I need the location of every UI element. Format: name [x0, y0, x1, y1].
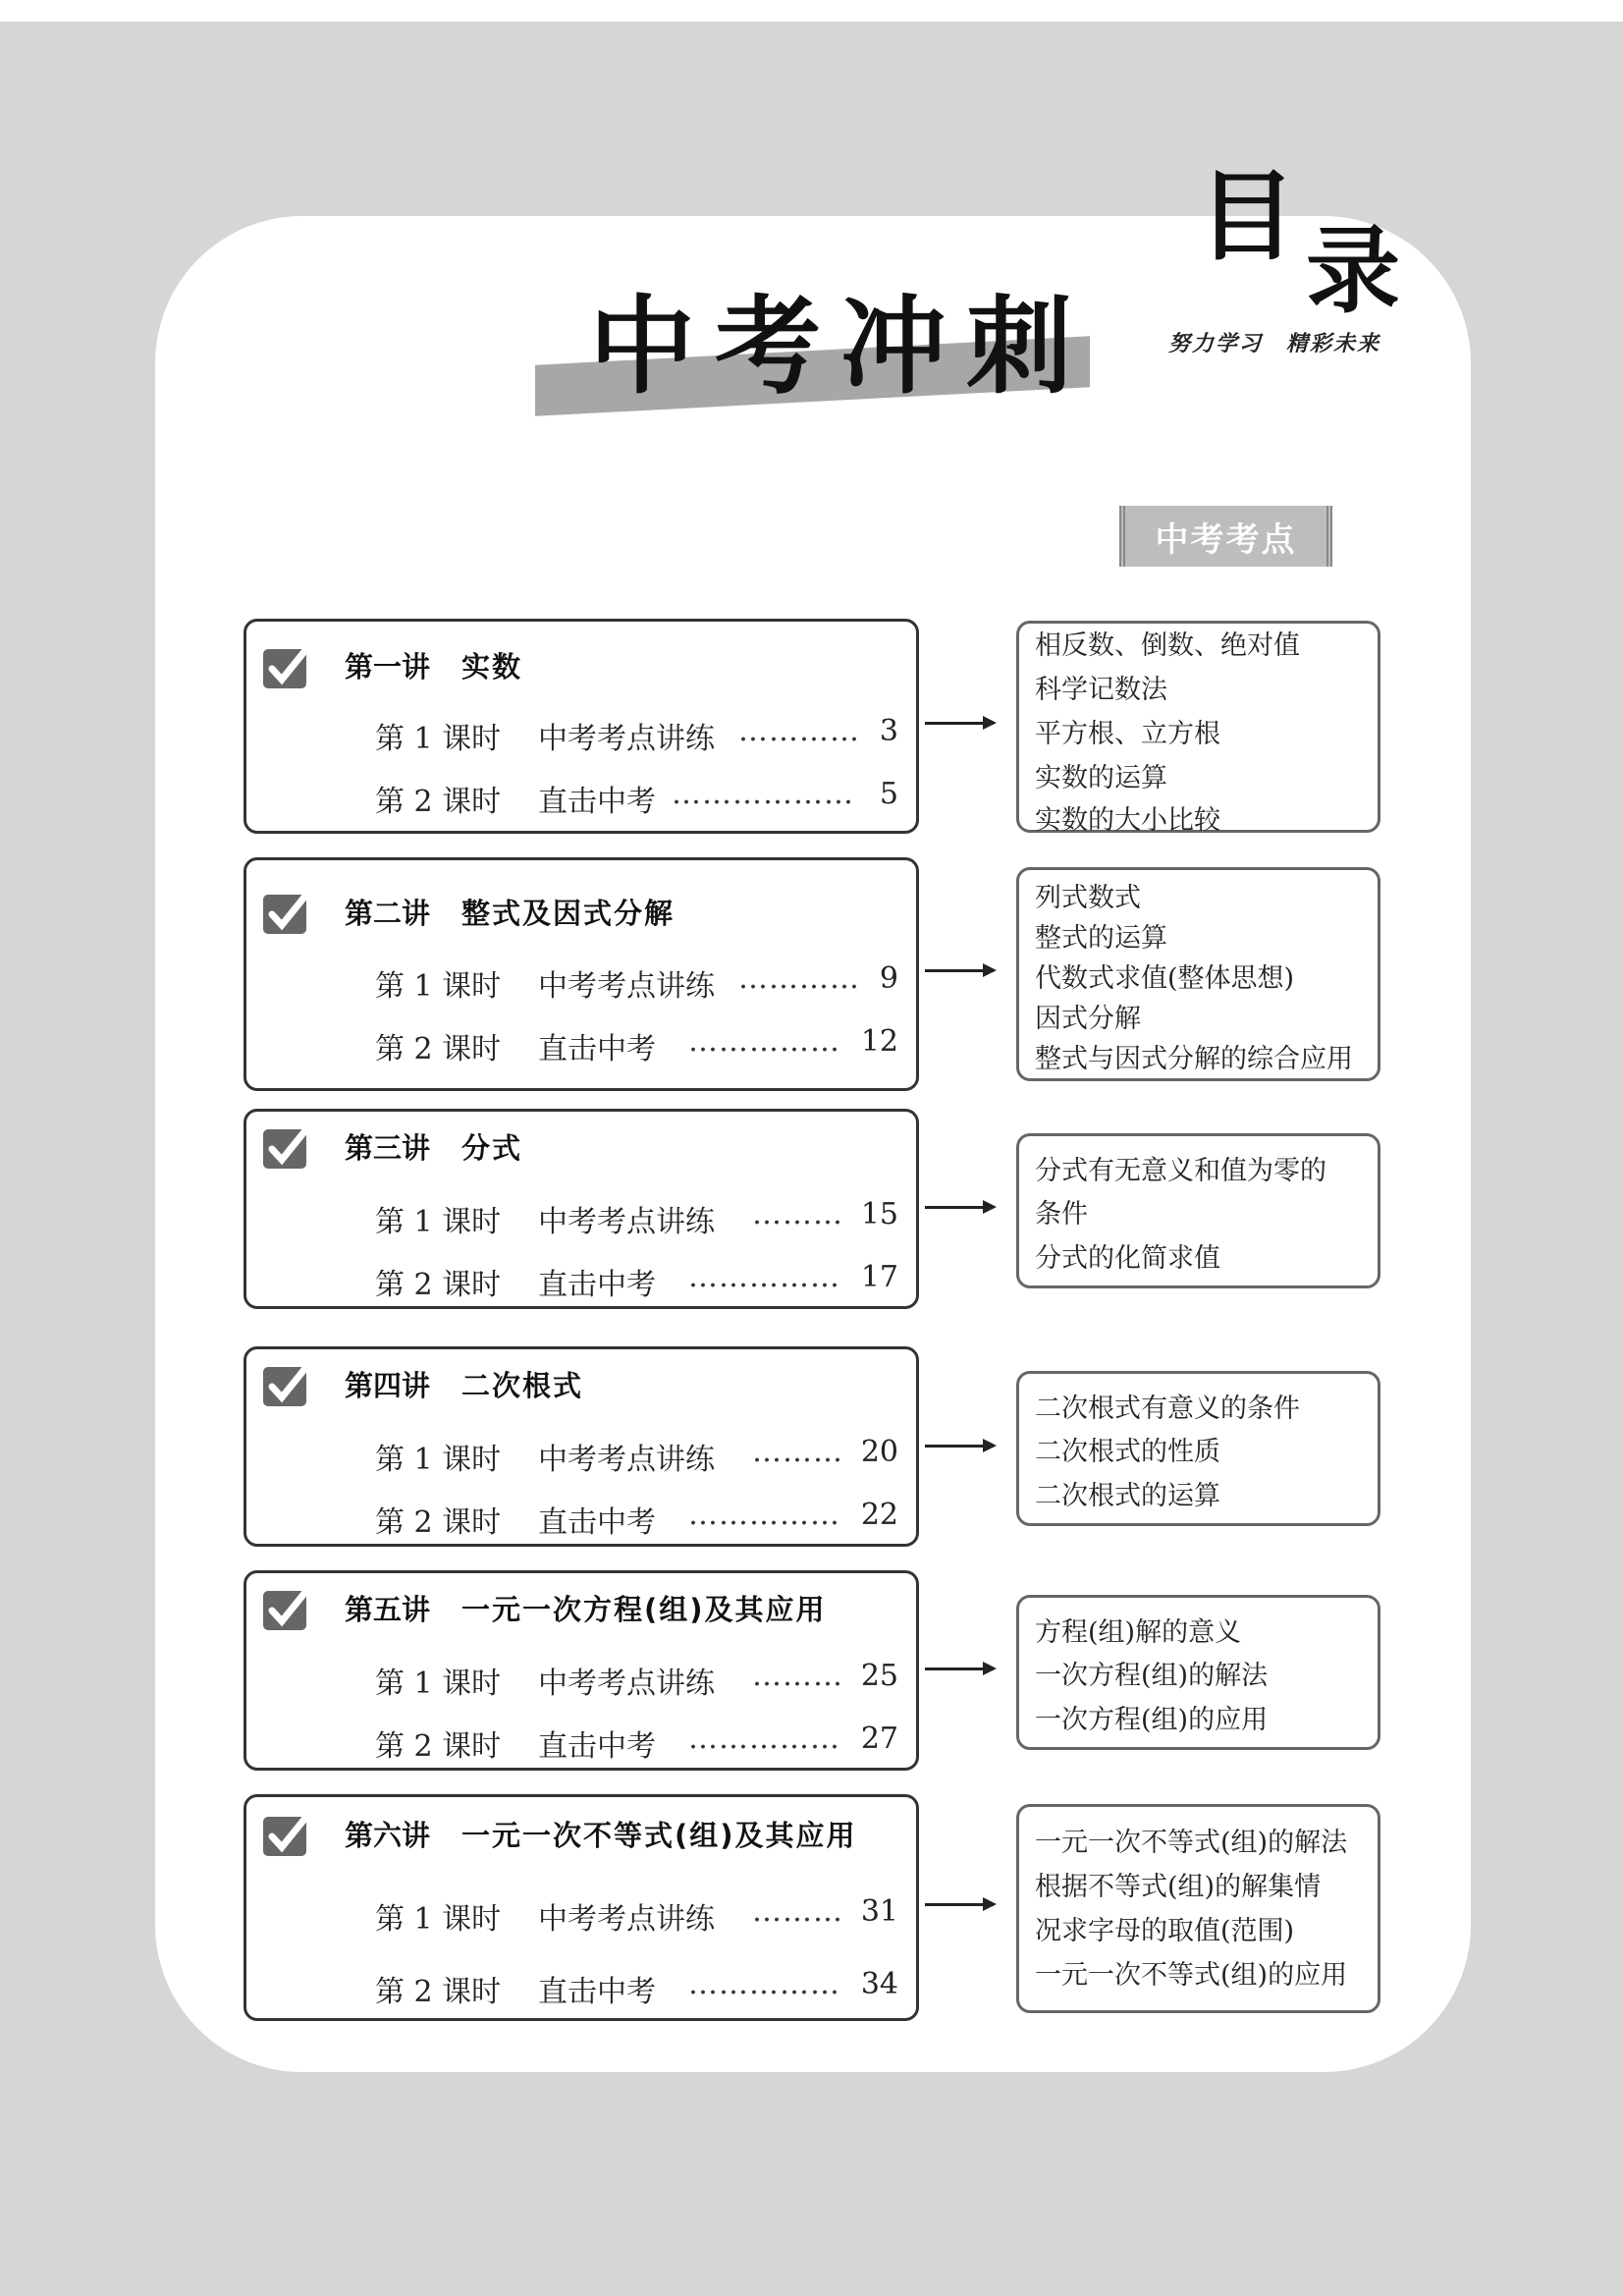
leader-dots: ………… — [738, 961, 860, 996]
session-topic: 直击中考 — [538, 1032, 656, 1066]
point-item: 实数的运算 — [1035, 763, 1167, 793]
session-label: 第 2 课时 — [375, 1505, 502, 1540]
session-label: 第 1 课时 — [375, 1902, 502, 1937]
leader-dots: ……………… — [672, 777, 854, 811]
session-label: 第 1 课时 — [375, 1667, 502, 1701]
point-item: 根据不等式(组)的解集情 — [1035, 1872, 1322, 1902]
leader-dots: ……… — [752, 1894, 843, 1929]
lecture-number: 第五讲 — [345, 1593, 431, 1626]
point-item: 列式数式 — [1035, 883, 1141, 913]
session-row[interactable] — [375, 1260, 898, 1303]
point-item: 一元一次不等式(组)的应用 — [1035, 1960, 1348, 1991]
arrow-icon — [925, 1445, 994, 1448]
page-number: 3 — [879, 714, 898, 748]
session-row[interactable] — [375, 1894, 898, 1938]
leader-dots: …………… — [688, 1722, 840, 1756]
session-label: 第 2 课时 — [375, 1032, 502, 1066]
points-box-4 — [1016, 1371, 1380, 1526]
leader-dots: …………… — [688, 1498, 840, 1532]
session-topic: 直击中考 — [538, 1975, 656, 2009]
checkbox-icon — [263, 1129, 306, 1169]
lecture-heading — [345, 1588, 827, 1628]
point-item: 方程(组)解的意义 — [1035, 1617, 1242, 1648]
session-row[interactable] — [375, 714, 898, 757]
lecture-number: 第四讲 — [345, 1369, 431, 1402]
point-item: 况求字母的取值(范围) — [1035, 1916, 1295, 1946]
leader-dots: …………… — [688, 1967, 840, 2001]
mulu-char-1: 目 — [1198, 158, 1296, 274]
point-item: 整式与因式分解的综合应用 — [1035, 1044, 1353, 1074]
leader-dots: ……… — [752, 1659, 843, 1693]
session-topic: 中考考点讲练 — [538, 969, 715, 1004]
page-number: 9 — [879, 961, 898, 996]
slogan-part-2: 精彩未来 — [1286, 331, 1381, 356]
checkbox-icon — [263, 1591, 306, 1630]
slogan — [1168, 327, 1380, 357]
point-item: 二次根式的性质 — [1035, 1437, 1220, 1467]
leader-dots: …………… — [688, 1024, 840, 1059]
points-box-3 — [1016, 1133, 1380, 1288]
session-topic: 直击中考 — [538, 1505, 656, 1540]
point-item: 相反数、倒数、绝对值 — [1035, 630, 1300, 661]
checkbox-icon — [263, 1367, 306, 1406]
lecture-name: 二次根式 — [461, 1369, 584, 1402]
page-title: 中考冲刺 — [589, 286, 1093, 409]
point-item: 科学记数法 — [1035, 675, 1167, 705]
session-row[interactable] — [375, 1659, 898, 1702]
session-label: 第 2 课时 — [375, 1975, 502, 2009]
session-label: 第 2 课时 — [375, 1268, 502, 1302]
point-item: 因式分解 — [1035, 1004, 1141, 1034]
page-number: 31 — [860, 1894, 898, 1929]
point-item: 一次方程(组)的应用 — [1035, 1705, 1269, 1735]
point-item: 二次根式有意义的条件 — [1035, 1394, 1300, 1424]
session-label: 第 1 课时 — [375, 969, 502, 1004]
page-number: 15 — [860, 1197, 898, 1231]
points-box-2 — [1016, 867, 1380, 1081]
point-item: 实数的大小比较 — [1035, 805, 1220, 836]
session-topic: 中考考点讲练 — [538, 1205, 715, 1239]
page-number: 17 — [860, 1260, 898, 1294]
session-topic: 直击中考 — [538, 785, 656, 819]
session-label: 第 1 课时 — [375, 722, 502, 756]
session-label: 第 1 课时 — [375, 1443, 502, 1477]
point-item: 分式的化简求值 — [1035, 1243, 1220, 1274]
slogan-part-1: 努力学习 — [1168, 331, 1264, 356]
lecture-heading — [345, 892, 675, 932]
session-row[interactable] — [375, 1197, 898, 1240]
lecture-number: 第二讲 — [345, 897, 431, 930]
page-number: 12 — [860, 1024, 898, 1059]
session-topic: 直击中考 — [538, 1729, 656, 1764]
leader-dots: …………… — [688, 1260, 840, 1294]
point-item: 分式有无意义和值为零的 — [1035, 1156, 1326, 1186]
lecture-name: 分式 — [461, 1131, 523, 1165]
session-row[interactable] — [375, 1024, 898, 1067]
lecture-number: 第六讲 — [345, 1819, 431, 1852]
point-item: 平方根、立方根 — [1035, 719, 1220, 749]
lecture-heading — [345, 1126, 522, 1167]
arrow-icon — [925, 1667, 994, 1670]
point-item: 一元一次不等式(组)的解法 — [1035, 1828, 1348, 1858]
session-row[interactable] — [375, 1967, 898, 2010]
top-band — [0, 0, 1623, 22]
page-number: 34 — [860, 1967, 898, 2001]
lecture-name: 整式及因式分解 — [461, 897, 676, 930]
point-item: 整式的运算 — [1035, 923, 1167, 954]
page-number: 25 — [860, 1659, 898, 1693]
session-row[interactable] — [375, 777, 898, 820]
arrow-icon — [925, 722, 994, 725]
session-row[interactable] — [375, 961, 898, 1005]
session-label: 第 2 课时 — [375, 785, 502, 819]
point-item: 代数式求值(整体思想) — [1035, 963, 1295, 994]
session-row[interactable] — [375, 1722, 898, 1765]
session-topic: 中考考点讲练 — [538, 1902, 715, 1937]
kaodian-label-text: 中考考点 — [1155, 519, 1297, 560]
lecture-number: 第一讲 — [345, 650, 431, 683]
checkbox-icon — [263, 1817, 306, 1856]
checkbox-icon — [263, 895, 306, 934]
arrow-icon — [925, 1903, 994, 1906]
points-box-6 — [1016, 1804, 1380, 2013]
page-number: 5 — [879, 777, 898, 811]
page-number: 22 — [860, 1498, 898, 1532]
point-item: 一次方程(组)的解法 — [1035, 1661, 1269, 1691]
checkbox-icon — [263, 649, 306, 688]
session-topic: 直击中考 — [538, 1268, 656, 1302]
lecture-name: 一元一次方程(组)及其应用 — [461, 1593, 827, 1626]
session-topic: 中考考点讲练 — [538, 1443, 715, 1477]
session-row[interactable] — [375, 1498, 898, 1541]
lecture-name: 实数 — [461, 650, 523, 683]
session-topic: 中考考点讲练 — [538, 1667, 715, 1701]
leader-dots: ……… — [752, 1435, 843, 1469]
leader-dots: ………… — [738, 714, 860, 748]
session-label: 第 2 课时 — [375, 1729, 502, 1764]
points-box-5 — [1016, 1595, 1380, 1750]
kaodian-label — [1119, 506, 1332, 567]
session-label: 第 1 课时 — [375, 1205, 502, 1239]
lecture-number: 第三讲 — [345, 1131, 431, 1165]
page-number: 20 — [860, 1435, 898, 1469]
arrow-icon — [925, 1206, 994, 1209]
point-item: 二次根式的运算 — [1035, 1481, 1220, 1511]
lecture-name: 一元一次不等式(组)及其应用 — [461, 1819, 857, 1852]
leader-dots: ……… — [752, 1197, 843, 1231]
session-topic: 中考考点讲练 — [538, 722, 715, 756]
session-row[interactable] — [375, 1435, 898, 1478]
arrow-icon — [925, 969, 994, 972]
mulu-char-2: 录 — [1306, 215, 1400, 326]
point-item: 条件 — [1035, 1199, 1088, 1230]
lecture-heading — [345, 645, 522, 685]
lecture-heading — [345, 1364, 583, 1404]
points-box-1 — [1016, 621, 1380, 836]
lecture-heading — [345, 1814, 857, 1854]
page-number: 27 — [860, 1722, 898, 1756]
